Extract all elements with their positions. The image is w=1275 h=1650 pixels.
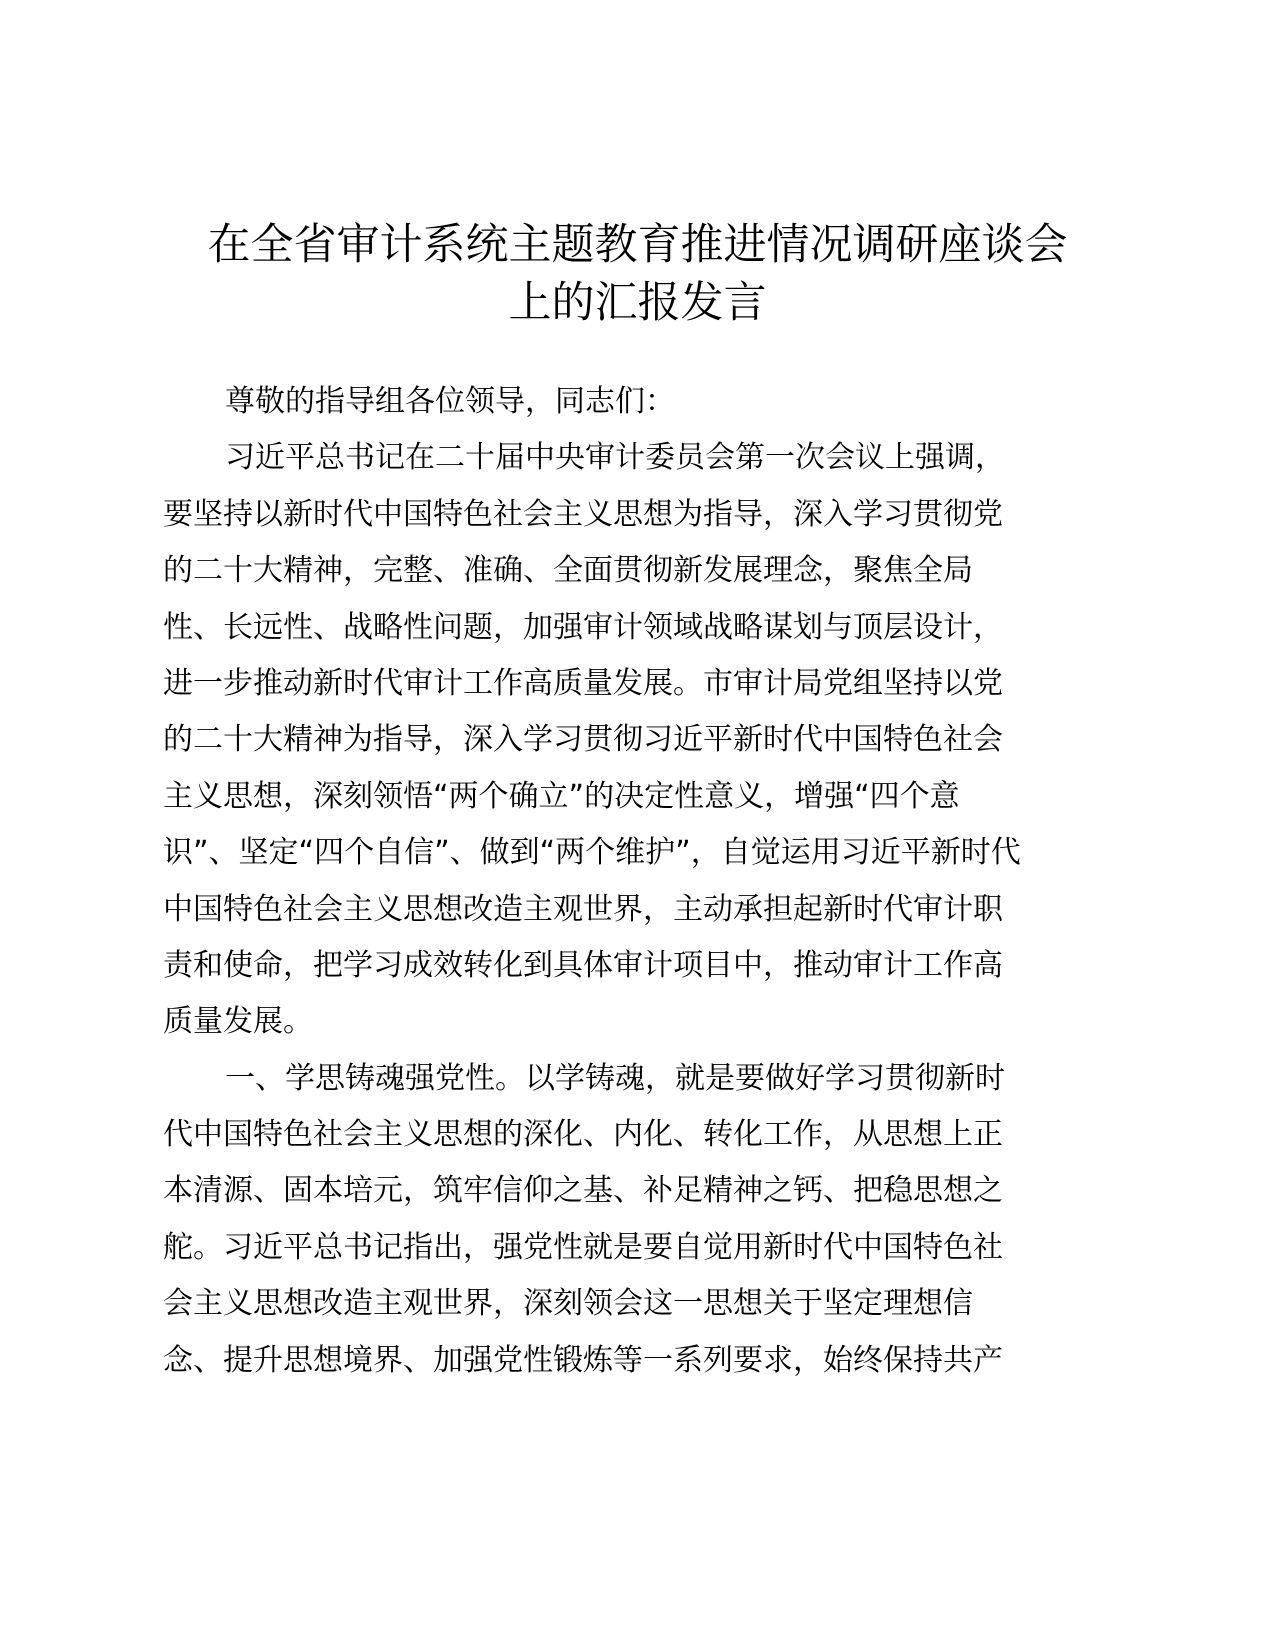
section-1-line-5: 会主义思想改造主观世界，深刻领会这一思想关于坚定理想信: [163, 1286, 973, 1322]
document-body: [163, 374, 1123, 1389]
paragraph-1-line-10: 责和使命，把学习成效转化到具体审计项目中，推动审计工作高: [163, 947, 1003, 983]
section-1-line-3: 本清源、固本培元，筑牢信仰之基、补足精神之钙、把稳思想之: [163, 1173, 1003, 1209]
salutation-line: 尊敬的指导组各位领导，同志们：: [225, 384, 675, 419]
title-line-1: 在全省审计系统主题教育推进情况调研座谈会: [207, 220, 1068, 270]
section-1-line-1: 一、学思铸魂强党性。以学铸魂，就是要做好学习贯彻新时: [225, 1060, 1005, 1096]
paragraph-1-line-8: 识”、坚定“四个自信”、做到“两个维护”，自觉运用习近平新时代: [163, 835, 1021, 871]
paragraph-1-line-3: 的二十大精神，完整、准确、全面贯彻新发展理念，聚焦全局: [163, 553, 973, 589]
title-line-2: 上的汇报发言: [508, 278, 767, 328]
paragraph-1-line-2: 要坚持以新时代中国特色社会主义思想为指导，深入学习贯彻党: [163, 496, 1003, 532]
paragraph-1-line-1: 习近平总书记在二十届中央审计委员会第一次会议上强调，: [225, 440, 1005, 476]
paragraph-1-line-9: 中国特色社会主义思想改造主观世界，主动承担起新时代审计职: [163, 891, 1003, 927]
section-1-line-4: 舵。习近平总书记指出，强党性就是要自觉用新时代中国特色社: [163, 1229, 1003, 1265]
paragraph-1-line-5: 进一步推动新时代审计工作高质量发展。市审计局党组坚持以党: [163, 665, 1003, 701]
paragraph-1-line-6: 的二十大精神为指导，深入学习贯彻习近平新时代中国特色社会: [163, 722, 1003, 758]
section-1-line-2: 代中国特色社会主义思想的深化、内化、转化工作，从思想上正: [163, 1117, 1003, 1153]
document-title: [160, 216, 1115, 332]
paragraph-1-line-4: 性、长远性、战略性问题，加强审计领域战略谋划与顶层设计，: [163, 609, 1003, 645]
section-1-line-6: 念、提升思想境界、加强党性锻炼等一系列要求，始终保持共产: [163, 1342, 1003, 1378]
paragraph-1-line-7: 主义思想，深刻领悟“两个确立”的决定性意义，增强“四个意: [163, 778, 960, 814]
paragraph-1-line-11: 质量发展。: [163, 1004, 313, 1040]
